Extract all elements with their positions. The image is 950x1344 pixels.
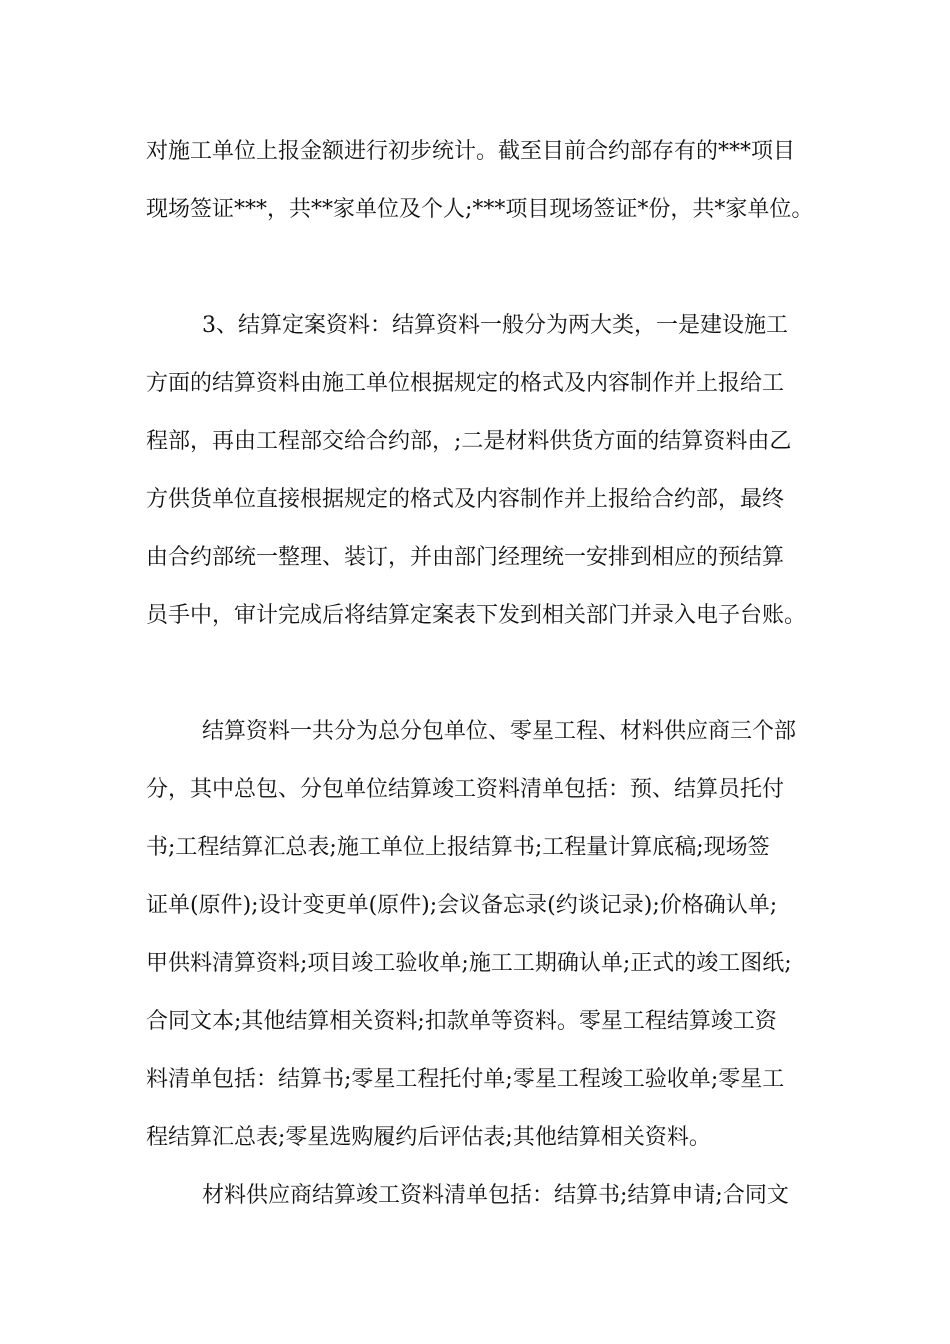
text-line: 分，其中总包、分包单位结算竣工资料清单包括：预、结算员托付 [146, 777, 785, 802]
paragraph-start-line: 3、结算定案资料：结算资料一般分为两大类，一是建设施工 [202, 313, 788, 338]
text-line: 书;工程结算汇总表;施工单位上报结算书;工程量计算底稿;现场签 [146, 835, 770, 860]
text-line: 员手中，审计完成后将结算定案表下发到相关部门并录入电子台账。 [146, 603, 807, 628]
text-line: 现场签证***，共**家单位及个人;***项目现场签证*份，共*家单位。 [146, 197, 814, 222]
text-line: 程结算汇总表;零星选购履约后评估表;其他结算相关资料。 [146, 1125, 711, 1150]
text-line: 方面的结算资料由施工单位根据规定的格式及内容制作并上报给工 [146, 371, 785, 396]
text-line: 合同文本;其他结算相关资料;扣款单等资料。零星工程结算竣工资 [146, 1009, 777, 1034]
text-line: 方供货单位直接根据规定的格式及内容制作并上报给合约部，最终 [146, 487, 785, 512]
paragraph-start-line: 材料供应商结算竣工资料清单包括：结算书;结算申请;合同文 [202, 1183, 789, 1208]
text-line: 由合约部统一整理、装订，并由部门经理统一安排到相应的预结算 [146, 545, 785, 570]
text-line: 甲供料清算资料;项目竣工验收单;施工工期确认单;正式的竣工图纸; [146, 951, 792, 976]
text-line: 程部，再由工程部交给合约部，;二是材料供货方面的结算资料由乙 [146, 429, 792, 454]
text-line: 对施工单位上报金额进行初步统计。截至目前合约部存有的***项目 [146, 139, 796, 164]
text-line: 证单(原件);设计变更单(原件);会议备忘录(约谈记录);价格确认单; [146, 893, 778, 918]
text-line: 料清单包括：结算书;零星工程托付单;零星工程竣工验收单;零星工 [146, 1067, 785, 1092]
paragraph-start-line: 结算资料一共分为总分包单位、零星工程、材料供应商三个部 [202, 719, 797, 744]
